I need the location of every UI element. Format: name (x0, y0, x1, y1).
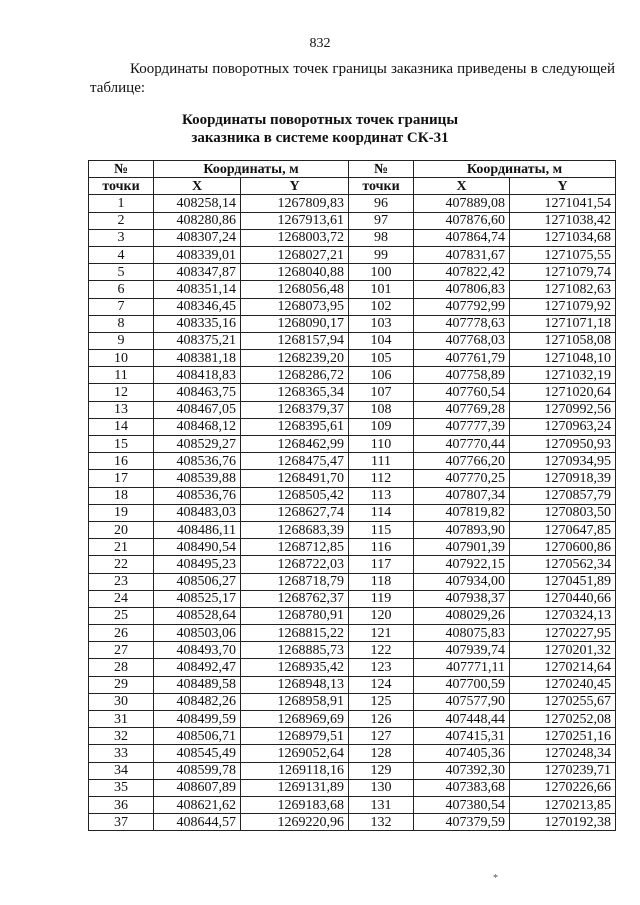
y-right-cell: 1271058,08 (510, 332, 616, 349)
x-left-cell: 408525,17 (154, 590, 241, 607)
x-right-cell: 408075,83 (414, 625, 510, 642)
y-left-cell: 1268379,37 (241, 401, 349, 418)
x-right-cell: 407922,15 (414, 556, 510, 573)
table-row (89, 607, 616, 624)
y-right-cell: 1270440,66 (510, 590, 616, 607)
x-right-cell: 407392,30 (414, 762, 510, 779)
x-right-cell: 407831,67 (414, 246, 510, 263)
y-right-cell: 1270192,38 (510, 814, 616, 831)
x-right-cell: 407769,28 (414, 401, 510, 418)
table-row (89, 590, 616, 607)
point-num-right-cell: 109 (349, 418, 414, 435)
x-left-cell: 408468,12 (154, 418, 241, 435)
x-left-cell: 408607,89 (154, 779, 241, 796)
table-row (89, 470, 616, 487)
point-num-right-cell: 110 (349, 436, 414, 453)
y-left-cell: 1268935,42 (241, 659, 349, 676)
point-num-right-cell: 105 (349, 350, 414, 367)
point-num-right-cell: 115 (349, 521, 414, 538)
y-left-cell: 1268239,20 (241, 350, 349, 367)
table-row (89, 556, 616, 573)
point-num-right-cell: 129 (349, 762, 414, 779)
x-left-cell: 408375,21 (154, 332, 241, 349)
y-left-cell: 1267809,83 (241, 195, 349, 212)
y-right-cell: 1271032,19 (510, 367, 616, 384)
point-num-left-cell: 3 (89, 229, 154, 246)
table-row (89, 453, 616, 470)
table-row (89, 814, 616, 831)
table-row (89, 384, 616, 401)
table-row (89, 504, 616, 521)
table-row (89, 436, 616, 453)
x-left-cell: 408463,75 (154, 384, 241, 401)
x-right-cell: 407766,20 (414, 453, 510, 470)
y-right-cell: 1270803,50 (510, 504, 616, 521)
y-right-cell: 1270600,86 (510, 539, 616, 556)
y-right-cell: 1270950,93 (510, 436, 616, 453)
point-num-left-cell: 35 (89, 779, 154, 796)
table-row (89, 745, 616, 762)
x-right-cell: 407768,03 (414, 332, 510, 349)
y-right-cell: 1270255,67 (510, 693, 616, 710)
x-left-cell: 408528,64 (154, 607, 241, 624)
y-left-cell: 1268056,48 (241, 281, 349, 298)
y-left-cell: 1268491,70 (241, 470, 349, 487)
x-left-cell: 408335,16 (154, 315, 241, 332)
y-right-cell: 1271048,10 (510, 350, 616, 367)
y-right-cell: 1270213,85 (510, 796, 616, 813)
table-title-line1: Координаты поворотных точек границы (181, 112, 459, 128)
header-coords-right: Координаты, м (414, 161, 616, 178)
y-right-cell: 1270252,08 (510, 711, 616, 728)
point-num-right-cell: 131 (349, 796, 414, 813)
y-left-cell: 1268885,73 (241, 642, 349, 659)
y-left-cell: 1269183,68 (241, 796, 349, 813)
x-left-cell: 408506,27 (154, 573, 241, 590)
x-right-cell: 407938,37 (414, 590, 510, 607)
point-num-left-cell: 5 (89, 264, 154, 281)
x-left-cell: 408539,88 (154, 470, 241, 487)
y-right-cell: 1271020,64 (510, 384, 616, 401)
header-num-sign-right: № (349, 161, 414, 178)
y-right-cell: 1271075,55 (510, 246, 616, 263)
point-num-right-cell: 102 (349, 298, 414, 315)
y-left-cell: 1268780,91 (241, 607, 349, 624)
x-right-cell: 407819,82 (414, 504, 510, 521)
table-row (89, 539, 616, 556)
point-num-right-cell: 98 (349, 229, 414, 246)
y-left-cell: 1268027,21 (241, 246, 349, 263)
coordinates-table (88, 160, 616, 831)
y-right-cell: 1270214,64 (510, 659, 616, 676)
y-left-cell: 1268722,03 (241, 556, 349, 573)
y-left-cell: 1268286,72 (241, 367, 349, 384)
point-num-left-cell: 8 (89, 315, 154, 332)
x-right-cell: 407806,83 (414, 281, 510, 298)
table-row (89, 195, 616, 212)
x-right-cell: 407405,36 (414, 745, 510, 762)
y-left-cell: 1268718,79 (241, 573, 349, 590)
x-left-cell: 408483,03 (154, 504, 241, 521)
page-number: 832 (309, 36, 331, 51)
y-left-cell: 1268073,95 (241, 298, 349, 315)
point-num-left-cell: 20 (89, 521, 154, 538)
point-num-left-cell: 36 (89, 796, 154, 813)
point-num-right-cell: 107 (349, 384, 414, 401)
x-right-cell: 407383,68 (414, 779, 510, 796)
header-num-word-right: точки (349, 178, 414, 195)
y-left-cell: 1268815,22 (241, 625, 349, 642)
x-right-cell: 407822,42 (414, 264, 510, 281)
table-row (89, 315, 616, 332)
x-left-cell: 408467,05 (154, 401, 241, 418)
table-row (89, 332, 616, 349)
table-row (89, 229, 616, 246)
x-left-cell: 408347,87 (154, 264, 241, 281)
x-right-cell: 407893,90 (414, 521, 510, 538)
table-row (89, 487, 616, 504)
point-num-left-cell: 14 (89, 418, 154, 435)
point-num-right-cell: 104 (349, 332, 414, 349)
point-num-left-cell: 24 (89, 590, 154, 607)
x-right-cell: 407379,59 (414, 814, 510, 831)
y-left-cell: 1268475,47 (241, 453, 349, 470)
point-num-left-cell: 7 (89, 298, 154, 315)
y-left-cell: 1268505,42 (241, 487, 349, 504)
x-right-cell: 407448,44 (414, 711, 510, 728)
point-num-left-cell: 16 (89, 453, 154, 470)
y-left-cell: 1269118,16 (241, 762, 349, 779)
table-row (89, 264, 616, 281)
point-num-left-cell: 37 (89, 814, 154, 831)
x-left-cell: 408495,23 (154, 556, 241, 573)
point-num-right-cell: 97 (349, 212, 414, 229)
y-left-cell: 1268683,39 (241, 521, 349, 538)
y-left-cell: 1268979,51 (241, 728, 349, 745)
point-num-left-cell: 6 (89, 281, 154, 298)
table-row (89, 521, 616, 538)
table-row (89, 711, 616, 728)
table-row (89, 659, 616, 676)
point-num-left-cell: 19 (89, 504, 154, 521)
table-row (89, 298, 616, 315)
point-num-left-cell: 25 (89, 607, 154, 624)
point-num-left-cell: 21 (89, 539, 154, 556)
x-left-cell: 408503,06 (154, 625, 241, 642)
point-num-left-cell: 22 (89, 556, 154, 573)
table-row (89, 367, 616, 384)
point-num-left-cell: 26 (89, 625, 154, 642)
y-right-cell: 1270963,24 (510, 418, 616, 435)
point-num-left-cell: 18 (89, 487, 154, 504)
x-left-cell: 408339,01 (154, 246, 241, 263)
x-right-cell: 407901,39 (414, 539, 510, 556)
x-left-cell: 408506,71 (154, 728, 241, 745)
header-y-left: Y (241, 178, 349, 195)
point-num-left-cell: 31 (89, 711, 154, 728)
x-left-cell: 408536,76 (154, 453, 241, 470)
point-num-right-cell: 117 (349, 556, 414, 573)
x-right-cell: 407792,99 (414, 298, 510, 315)
y-left-cell: 1268395,61 (241, 418, 349, 435)
y-right-cell: 1270251,16 (510, 728, 616, 745)
point-num-left-cell: 28 (89, 659, 154, 676)
header-num-sign-left: № (89, 161, 154, 178)
y-right-cell: 1271038,42 (510, 212, 616, 229)
x-left-cell: 408307,24 (154, 229, 241, 246)
x-left-cell: 408351,14 (154, 281, 241, 298)
table-row (89, 212, 616, 229)
y-right-cell: 1271079,92 (510, 298, 616, 315)
table-row (89, 642, 616, 659)
point-num-right-cell: 130 (349, 779, 414, 796)
y-left-cell: 1268712,85 (241, 539, 349, 556)
x-left-cell: 408381,18 (154, 350, 241, 367)
x-right-cell: 407577,90 (414, 693, 510, 710)
x-right-cell: 407761,79 (414, 350, 510, 367)
point-num-right-cell: 101 (349, 281, 414, 298)
y-right-cell: 1270201,32 (510, 642, 616, 659)
point-num-right-cell: 106 (349, 367, 414, 384)
x-right-cell: 408029,26 (414, 607, 510, 624)
y-right-cell: 1270451,89 (510, 573, 616, 590)
x-left-cell: 408418,83 (154, 367, 241, 384)
x-left-cell: 408280,86 (154, 212, 241, 229)
point-num-left-cell: 4 (89, 246, 154, 263)
point-num-right-cell: 121 (349, 625, 414, 642)
x-left-cell: 408482,26 (154, 693, 241, 710)
point-num-right-cell: 126 (349, 711, 414, 728)
y-right-cell: 1270324,13 (510, 607, 616, 624)
table-row (89, 693, 616, 710)
table-row (89, 728, 616, 745)
header-x-left: X (154, 178, 241, 195)
y-left-cell: 1269131,89 (241, 779, 349, 796)
y-right-cell: 1270227,95 (510, 625, 616, 642)
point-num-left-cell: 2 (89, 212, 154, 229)
table-title-line2: заказника в системе координат СК-31 (191, 130, 449, 146)
y-left-cell: 1268003,72 (241, 229, 349, 246)
table-row (89, 676, 616, 693)
point-num-right-cell: 119 (349, 590, 414, 607)
x-right-cell: 407760,54 (414, 384, 510, 401)
point-num-right-cell: 112 (349, 470, 414, 487)
x-left-cell: 408346,45 (154, 298, 241, 315)
x-left-cell: 408493,70 (154, 642, 241, 659)
table-row (89, 625, 616, 642)
y-right-cell: 1270918,39 (510, 470, 616, 487)
point-num-right-cell: 99 (349, 246, 414, 263)
y-right-cell: 1271082,63 (510, 281, 616, 298)
point-num-left-cell: 30 (89, 693, 154, 710)
y-right-cell: 1271034,68 (510, 229, 616, 246)
x-right-cell: 407758,89 (414, 367, 510, 384)
table-row (89, 281, 616, 298)
x-right-cell: 407889,08 (414, 195, 510, 212)
point-num-left-cell: 34 (89, 762, 154, 779)
y-right-cell: 1270248,34 (510, 745, 616, 762)
table-row (89, 796, 616, 813)
y-left-cell: 1268958,91 (241, 693, 349, 710)
point-num-left-cell: 17 (89, 470, 154, 487)
y-left-cell: 1268157,94 (241, 332, 349, 349)
y-right-cell: 1271041,54 (510, 195, 616, 212)
point-num-right-cell: 118 (349, 573, 414, 590)
y-left-cell: 1268627,74 (241, 504, 349, 521)
x-right-cell: 407807,34 (414, 487, 510, 504)
y-right-cell: 1270647,85 (510, 521, 616, 538)
x-right-cell: 407700,59 (414, 676, 510, 693)
y-left-cell: 1268762,37 (241, 590, 349, 607)
table-row (89, 246, 616, 263)
x-left-cell: 408536,76 (154, 487, 241, 504)
point-num-right-cell: 113 (349, 487, 414, 504)
point-num-right-cell: 116 (349, 539, 414, 556)
x-right-cell: 407939,74 (414, 642, 510, 659)
point-num-right-cell: 111 (349, 453, 414, 470)
table-row (89, 573, 616, 590)
y-left-cell: 1268969,69 (241, 711, 349, 728)
point-num-right-cell: 96 (349, 195, 414, 212)
y-right-cell: 1270992,56 (510, 401, 616, 418)
header-coords-left: Координаты, м (154, 161, 349, 178)
x-left-cell: 408599,78 (154, 762, 241, 779)
point-num-right-cell: 114 (349, 504, 414, 521)
x-left-cell: 408258,14 (154, 195, 241, 212)
y-right-cell: 1271071,18 (510, 315, 616, 332)
x-left-cell: 408499,59 (154, 711, 241, 728)
y-right-cell: 1270240,45 (510, 676, 616, 693)
header-num-word-left: точки (89, 178, 154, 195)
x-right-cell: 407380,54 (414, 796, 510, 813)
x-left-cell: 408644,57 (154, 814, 241, 831)
y-right-cell: 1270239,71 (510, 762, 616, 779)
x-right-cell: 407415,31 (414, 728, 510, 745)
x-right-cell: 407770,25 (414, 470, 510, 487)
table-row (89, 350, 616, 367)
intro-paragraph: Координаты поворотных точек границы заказника приведены в следующей таблице: (90, 61, 615, 96)
point-num-right-cell: 103 (349, 315, 414, 332)
y-left-cell: 1269052,64 (241, 745, 349, 762)
x-left-cell: 408621,62 (154, 796, 241, 813)
point-num-right-cell: 122 (349, 642, 414, 659)
table-header (89, 161, 616, 195)
x-right-cell: 407876,60 (414, 212, 510, 229)
x-right-cell: 407770,44 (414, 436, 510, 453)
y-right-cell: 1270934,95 (510, 453, 616, 470)
y-left-cell: 1268040,88 (241, 264, 349, 281)
x-left-cell: 408492,47 (154, 659, 241, 676)
point-num-left-cell: 9 (89, 332, 154, 349)
table-title (0, 111, 640, 147)
point-num-left-cell: 27 (89, 642, 154, 659)
point-num-left-cell: 13 (89, 401, 154, 418)
y-left-cell: 1267913,61 (241, 212, 349, 229)
point-num-right-cell: 124 (349, 676, 414, 693)
x-right-cell: 407777,39 (414, 418, 510, 435)
point-num-right-cell: 127 (349, 728, 414, 745)
y-left-cell: 1269220,96 (241, 814, 349, 831)
point-num-left-cell: 23 (89, 573, 154, 590)
point-num-right-cell: 128 (349, 745, 414, 762)
header-y-right: Y (510, 178, 616, 195)
y-right-cell: 1270857,79 (510, 487, 616, 504)
point-num-right-cell: 100 (349, 264, 414, 281)
x-right-cell: 407771,11 (414, 659, 510, 676)
point-num-left-cell: 33 (89, 745, 154, 762)
table-body (89, 195, 616, 831)
y-left-cell: 1268090,17 (241, 315, 349, 332)
x-left-cell: 408489,58 (154, 676, 241, 693)
x-left-cell: 408490,54 (154, 539, 241, 556)
point-num-right-cell: 108 (349, 401, 414, 418)
table-row (89, 418, 616, 435)
y-left-cell: 1268948,13 (241, 676, 349, 693)
point-num-left-cell: 15 (89, 436, 154, 453)
point-num-right-cell: 120 (349, 607, 414, 624)
x-right-cell: 407934,00 (414, 573, 510, 590)
x-left-cell: 408529,27 (154, 436, 241, 453)
point-num-left-cell: 12 (89, 384, 154, 401)
table-row (89, 779, 616, 796)
point-num-right-cell: 125 (349, 693, 414, 710)
table-row (89, 401, 616, 418)
point-num-left-cell: 10 (89, 350, 154, 367)
point-num-left-cell: 11 (89, 367, 154, 384)
y-left-cell: 1268365,34 (241, 384, 349, 401)
header-x-right: X (414, 178, 510, 195)
table-row (89, 762, 616, 779)
x-left-cell: 408545,49 (154, 745, 241, 762)
footer-mark: * (493, 873, 498, 884)
point-num-left-cell: 29 (89, 676, 154, 693)
point-num-left-cell: 1 (89, 195, 154, 212)
x-right-cell: 407864,74 (414, 229, 510, 246)
point-num-right-cell: 123 (349, 659, 414, 676)
y-right-cell: 1270226,66 (510, 779, 616, 796)
point-num-left-cell: 32 (89, 728, 154, 745)
point-num-right-cell: 132 (349, 814, 414, 831)
y-right-cell: 1270562,34 (510, 556, 616, 573)
x-right-cell: 407778,63 (414, 315, 510, 332)
y-left-cell: 1268462,99 (241, 436, 349, 453)
x-left-cell: 408486,11 (154, 521, 241, 538)
y-right-cell: 1271079,74 (510, 264, 616, 281)
